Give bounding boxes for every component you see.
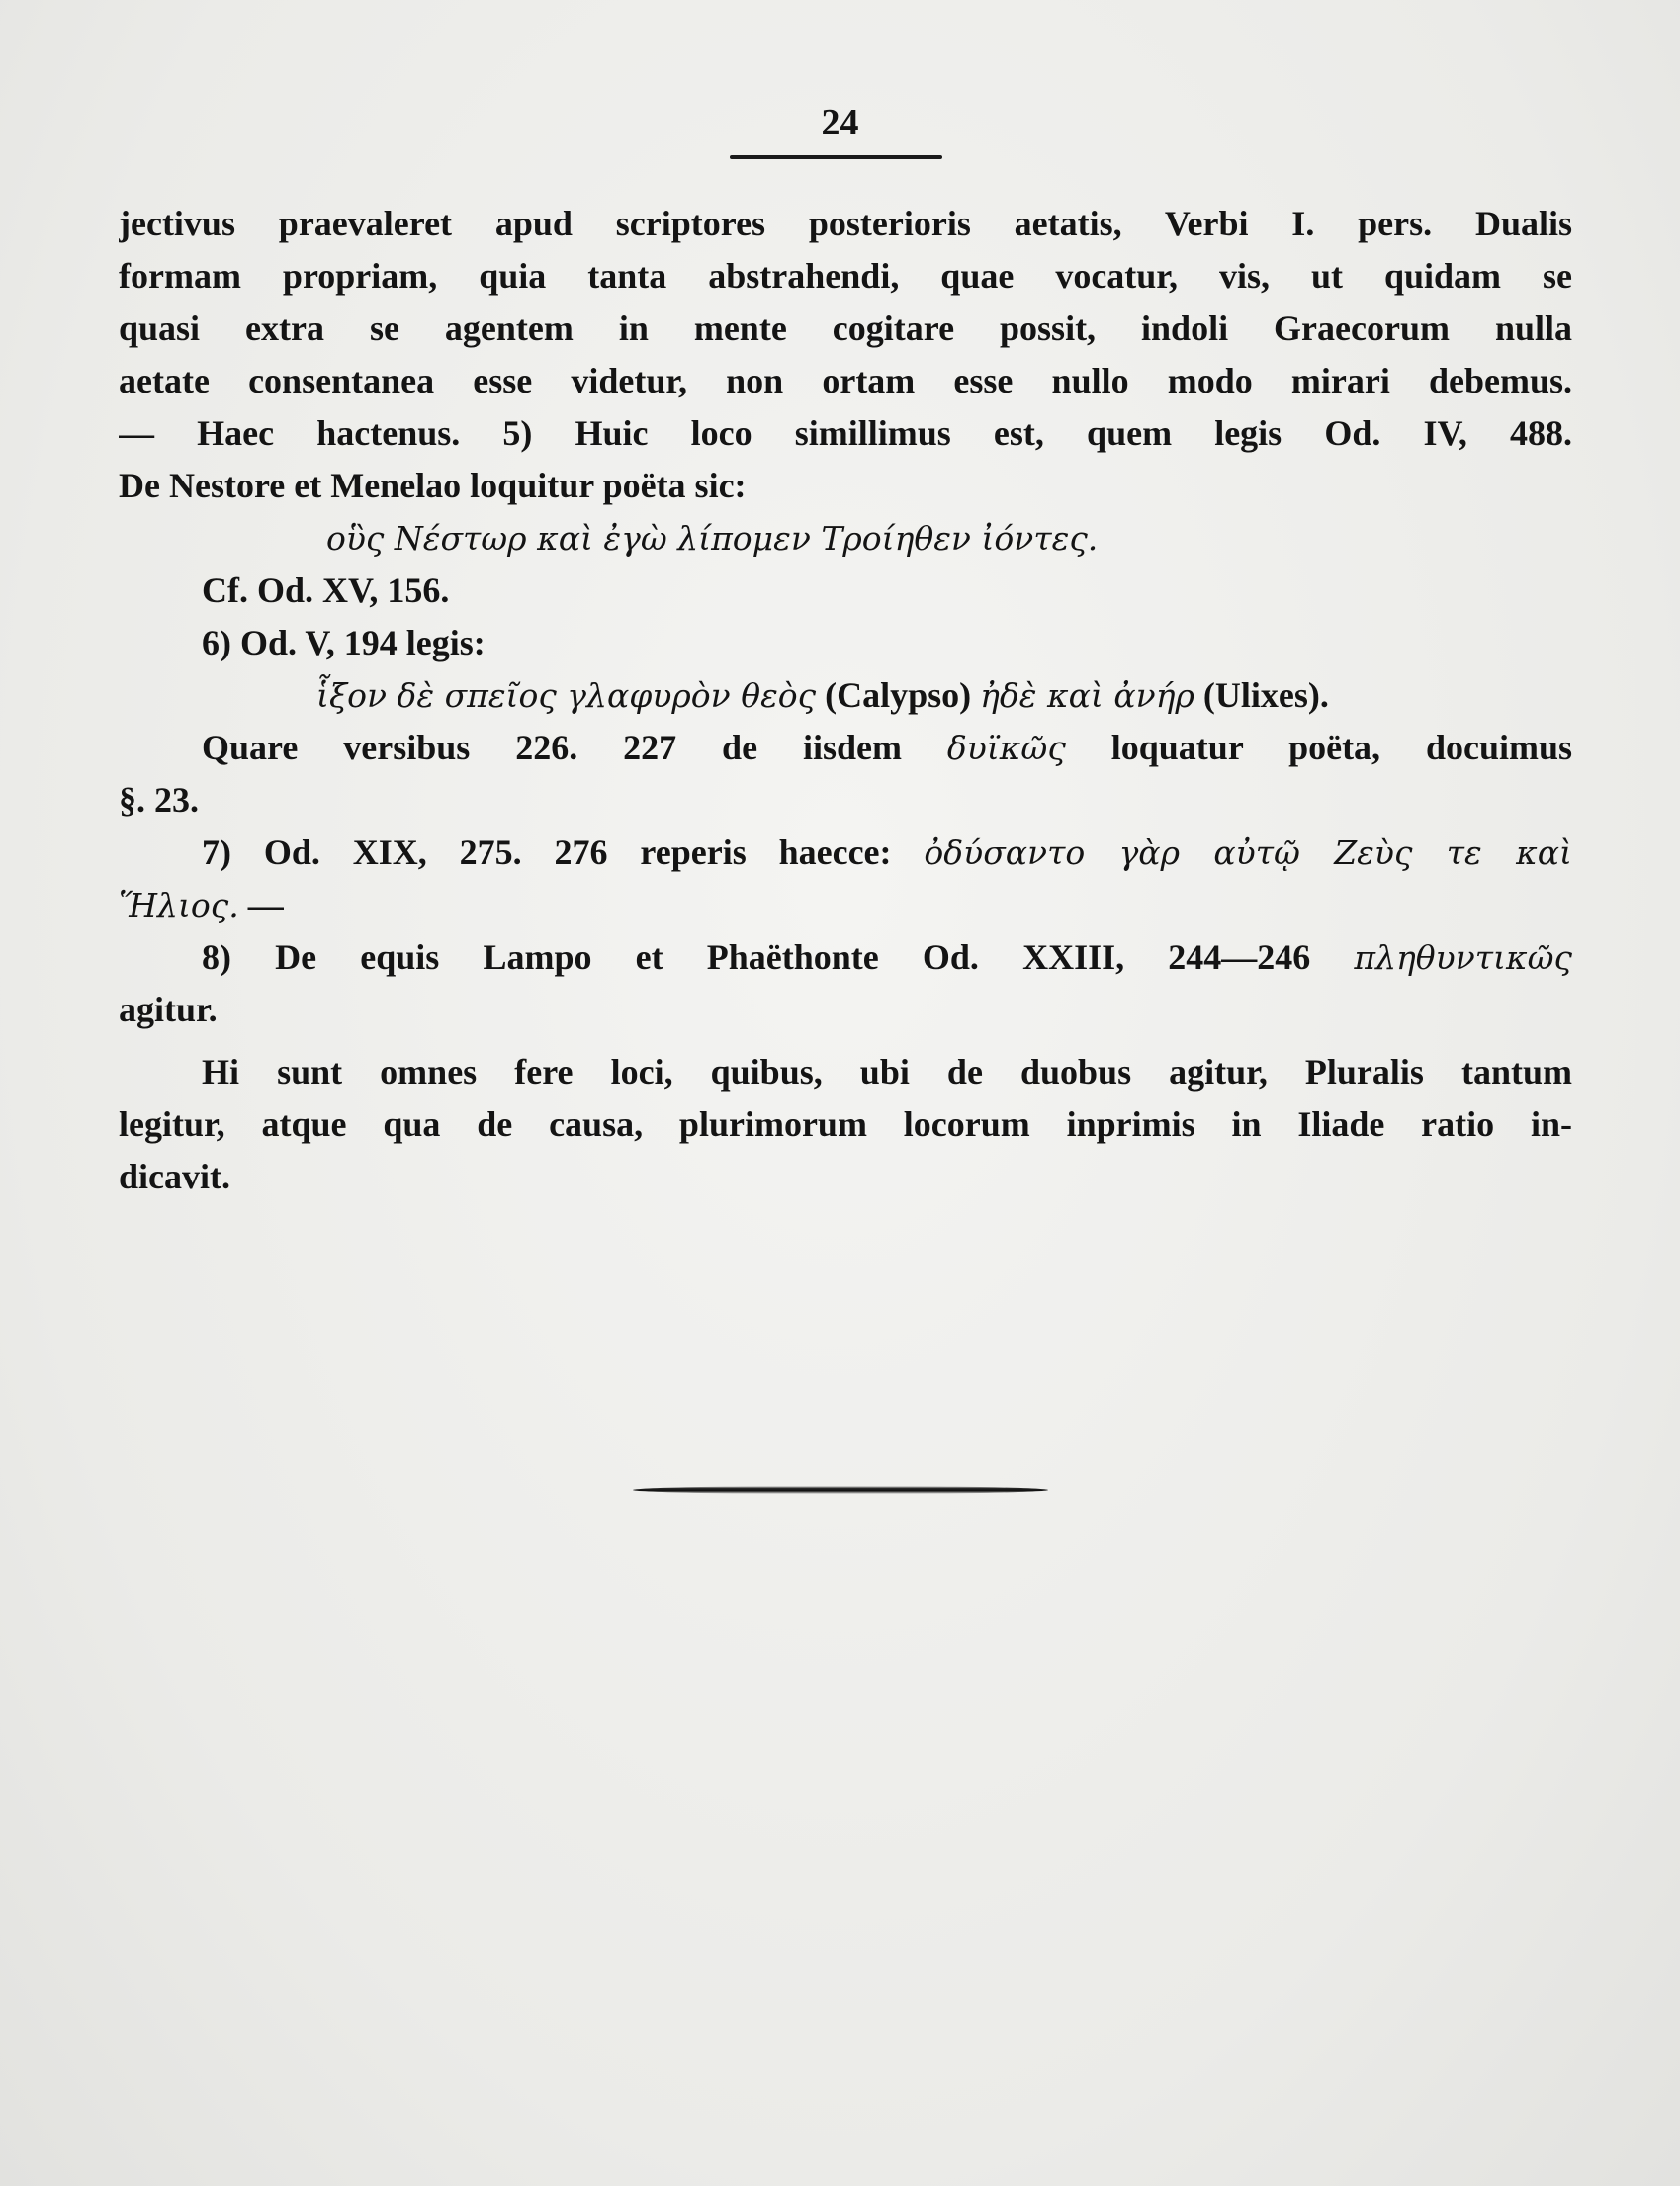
body-text <box>119 198 1572 1203</box>
text-line <box>119 879 1572 931</box>
greek-word: πληθυντικῶς <box>1354 938 1572 977</box>
header-rule <box>730 155 942 159</box>
verse-gloss: (Calypso) <box>825 675 972 715</box>
text-run: 8) De equis Lampo et Phaëthonte Od. XXIII, 244—246 <box>202 937 1311 977</box>
greek-quote: ὀδύσαντο γὰρ αὐτῷ Ζεὺς τε καὶ <box>924 833 1572 872</box>
text-line: dicavit. <box>119 1157 230 1196</box>
greek-verse: οὓς Νέστωρ καὶ ἐγὼ λίπομεν Τροίηθεν ἰόντες. <box>326 519 1099 558</box>
greek-word: δυϊκῶς <box>946 729 1066 767</box>
text-line: Hi sunt omnes fere loci, quibus, ubi de duobus agitur, Pluralis tantum <box>202 1052 1572 1092</box>
greek-verse: ἠδὲ καὶ ἀνήρ <box>980 676 1194 715</box>
text-line: 6) Od. V, 194 legis: <box>202 623 486 662</box>
greek-quote: Ἥλιος. <box>119 886 239 924</box>
text-line: legitur, atque qua de causa, plurimorum locorum inprimis in Iliade ratio in- <box>119 1104 1572 1144</box>
text-run: — <box>247 885 284 924</box>
text-line: — Haec hactenus. 5) Huic loco simillimus est, quem legis Od. IV, 488. <box>119 413 1572 453</box>
text-line: jectivus praevaleret apud scriptores posterioris aetatis, Verbi I. pers. Dualis <box>119 204 1572 243</box>
text-run: loquatur poëta, docuimus <box>1110 728 1572 767</box>
text-run: 7) Od. XIX, 275. 276 reperis haecce: <box>202 832 892 872</box>
page-number: 24 <box>821 102 859 143</box>
text-line: quasi extra se agentem in mente cogitare possit, indoli Graecorum nulla <box>119 308 1572 348</box>
verse-gloss: (Ulixes). <box>1202 675 1329 715</box>
text-line <box>119 931 1572 984</box>
text-line: aetate consentanea esse videtur, non ortam esse nullo modo mirari debemus. <box>119 361 1572 400</box>
text-line <box>119 722 1572 774</box>
text-line: formam propriam, quia tanta abstrahendi, quae vocatur, vis, ut quidam se <box>119 256 1572 296</box>
text-run: Quare versibus 226. 227 de iisdem <box>202 728 902 767</box>
text-line <box>119 827 1572 879</box>
greek-verse: ἷξον δὲ σπεῖος γλαφυρὸν θεὸς <box>316 676 817 715</box>
text-line: Cf. Od. XV, 156. <box>202 570 450 610</box>
greek-verse-line <box>119 512 1572 565</box>
text-line: De Nestore et Menelao loquitur poëta sic: <box>119 466 747 505</box>
end-ornament-rule <box>633 1486 1048 1494</box>
greek-verse-line <box>119 669 1572 722</box>
text-line: agitur. <box>119 990 218 1029</box>
text-line: §. 23. <box>119 780 199 820</box>
